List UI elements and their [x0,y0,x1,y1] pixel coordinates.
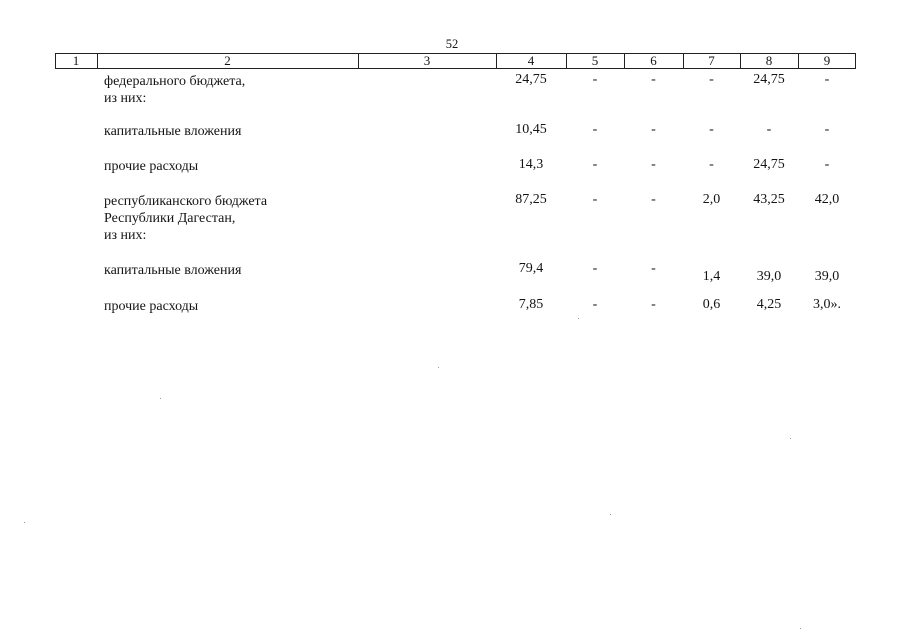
cell-col-9: - [824,157,830,172]
header-cell-5: 5 [591,53,599,68]
cell-col-4: 10,45 [515,122,547,137]
row-label-line: прочие расходы [104,299,199,314]
cell-col-8: 24,75 [753,72,785,87]
row-label-line: капитальные вложения [104,263,242,278]
header-cell-2: 2 [224,53,231,68]
cell-col-8: 24,75 [753,157,785,172]
row-label [104,193,354,244]
scan-speck [790,438,791,439]
row-label [104,123,354,140]
cell-col-8: 4,25 [756,297,782,312]
scan-speck [438,367,439,368]
header-cell-9: 9 [823,53,831,68]
cell-col-5: - [592,261,598,276]
cell-col-6: - [651,122,656,137]
cell-col-4: 87,25 [515,192,547,207]
row-label-line: федерального бюджета, [104,74,246,89]
cell-col-6: - [651,261,656,276]
cell-col-4: 14,3 [518,157,544,172]
cell-col-6: - [651,297,656,312]
scan-speck [24,522,25,523]
row-label [104,158,354,175]
row-label [104,73,354,107]
cell-col-8: 39,0 [756,269,782,284]
cell-col-9: - [824,72,830,87]
cell-col-5: - [592,122,598,137]
scan-speck [800,628,801,629]
row-label-line: прочие расходы [104,159,199,174]
cell-col-7: 1,4 [702,269,721,284]
row-label-line: республиканского бюджета [104,194,268,209]
cell-col-9: 3,0». [813,297,841,312]
cell-col-4: 7,85 [518,297,544,312]
cell-col-9: 42,0 [814,192,840,207]
cell-col-9: - [824,122,830,137]
cell-col-4: 79,4 [518,261,544,276]
cell-col-6: - [651,192,656,207]
scan-speck [578,318,579,319]
scan-speck [160,398,161,399]
header-cell-7: 7 [708,53,715,68]
cell-col-5: - [592,157,598,172]
cell-col-7: - [709,72,714,87]
header-cell-8: 8 [765,53,773,68]
cell-col-5: - [592,192,598,207]
page-number: 52 [445,37,459,51]
cell-col-7: 2,0 [702,192,721,207]
cell-col-7: - [709,157,714,172]
cell-col-7: 0,6 [702,297,721,312]
cell-col-5: - [592,297,598,312]
row-label [104,262,354,279]
header-cell-4: 4 [527,53,535,68]
row-label-line: из них: [104,228,147,243]
table-row [0,193,905,253]
row-label-line: Республики Дагестан, [104,211,236,226]
table-row [0,298,905,358]
cell-col-9: 39,0 [814,269,840,284]
row-label [104,298,354,315]
header-cell-6: 6 [650,53,657,68]
cell-col-4: 24,75 [515,72,547,87]
cell-col-8: 43,25 [753,192,785,207]
header-cell-1: 1 [72,53,80,68]
header-cell-3: 3 [423,53,431,68]
cell-col-7: - [709,122,714,137]
cell-col-8: - [766,122,772,137]
row-label-line: капитальные вложения [104,124,242,139]
scan-speck [610,514,611,515]
cell-col-5: - [592,72,598,87]
cell-col-6: - [651,72,656,87]
row-label-line: из них: [104,91,147,106]
cell-col-6: - [651,157,656,172]
